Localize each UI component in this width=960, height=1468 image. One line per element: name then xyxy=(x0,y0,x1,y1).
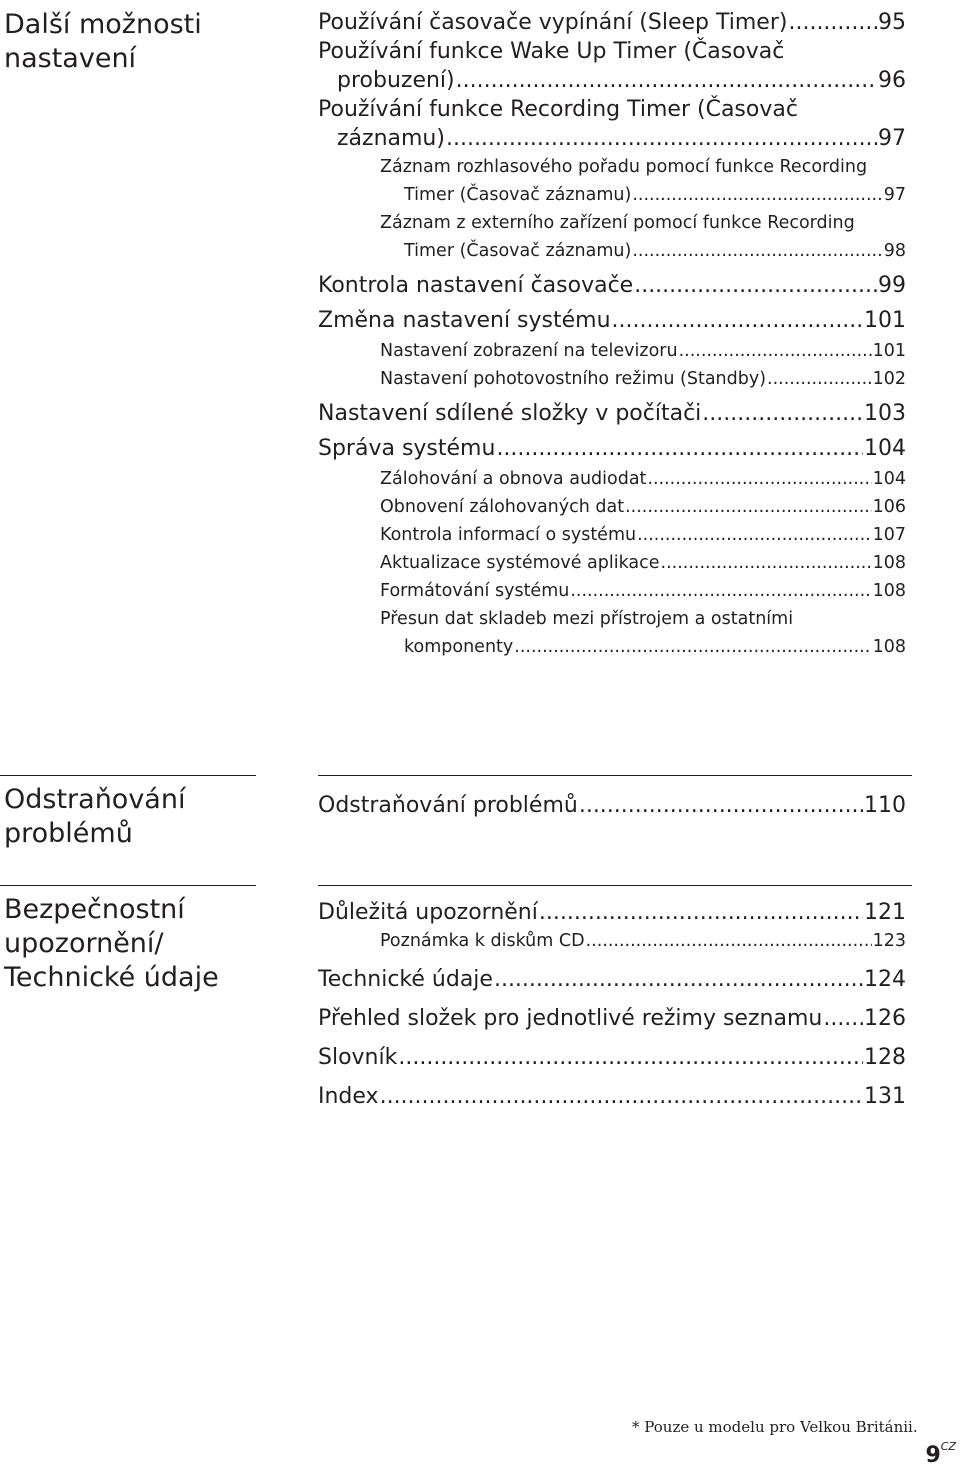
section-entries xyxy=(318,8,906,661)
toc-entry-title: Změna nastavení systému xyxy=(318,308,611,333)
toc-entry[interactable] xyxy=(318,399,906,428)
toc-entry-title-line: Přesun dat skladeb mezi přístrojem a ostatními xyxy=(380,609,794,629)
toc-entry-title: Timer (Časovač záznamu) xyxy=(404,241,632,261)
toc-entry-page: 104 xyxy=(872,469,906,489)
section-rule-left xyxy=(0,885,256,886)
toc-entry[interactable] xyxy=(318,791,906,820)
toc-entry-title-line: Záznam rozhlasového pořadu pomocí funkce Recording xyxy=(380,157,868,177)
toc-entry-title: Timer (Časovač záznamu) xyxy=(404,185,632,205)
dot-leader xyxy=(632,237,882,265)
toc-entry-title: Odstraňování problémů xyxy=(318,793,578,818)
toc-entry-page: 110 xyxy=(864,793,906,818)
dot-leader xyxy=(539,898,863,927)
toc-entry-title: Používání časovače vypínání (Sleep Timer) xyxy=(318,10,788,35)
dot-leader xyxy=(446,124,877,153)
toc-entry-title: záznamu) xyxy=(337,126,445,151)
toc-entry[interactable] xyxy=(318,306,906,335)
page-number-suffix: CZ xyxy=(940,1440,956,1453)
toc-entry-page: 108 xyxy=(872,581,906,601)
toc-entry[interactable] xyxy=(318,577,906,605)
dot-leader xyxy=(679,337,872,365)
toc-entry-title: Důležitá upozornění xyxy=(318,900,538,925)
toc-entry-title: Nastavení sdílené složky v počítači xyxy=(318,401,702,426)
toc-entry-title: Přehled složek pro jednotlivé režimy seznamu xyxy=(318,1006,823,1031)
toc-entry-title: Správa systému xyxy=(318,436,496,461)
section-entries xyxy=(318,898,906,1111)
toc-entry[interactable] xyxy=(318,271,906,300)
toc-entry-title: Aktualizace systémové aplikace xyxy=(380,553,660,573)
toc-entry-title: Kontrola nastavení časovače xyxy=(318,273,634,298)
section-entries xyxy=(318,791,906,820)
toc-entry[interactable] xyxy=(318,927,906,955)
dot-leader xyxy=(456,66,877,95)
toc-entry[interactable] xyxy=(318,1082,906,1111)
toc-entry[interactable] xyxy=(318,1043,906,1072)
dot-leader xyxy=(380,1082,863,1111)
dot-leader xyxy=(634,271,877,300)
toc-entry-title: komponenty xyxy=(404,637,514,657)
dot-leader xyxy=(586,927,872,955)
toc-entry[interactable] xyxy=(318,605,906,661)
toc-entry-page: 128 xyxy=(864,1045,906,1070)
section-rule-right xyxy=(318,885,912,886)
toc-entry-title: Slovník xyxy=(318,1045,398,1070)
toc-entry[interactable] xyxy=(318,37,906,95)
toc-entry-page: 97 xyxy=(883,185,906,205)
toc-entry-title: Index xyxy=(318,1084,379,1109)
toc-entry-title-line: Používání funkce Wake Up Timer (Časovač xyxy=(318,39,785,64)
toc-entry[interactable] xyxy=(318,95,906,153)
toc-entry[interactable] xyxy=(318,365,906,393)
toc-entry[interactable] xyxy=(318,965,906,994)
toc-entry[interactable] xyxy=(318,209,906,265)
toc-entry-title: probuzení) xyxy=(337,68,455,93)
toc-entry[interactable] xyxy=(318,8,906,37)
toc-entry-title: Zálohování a obnova audiodat xyxy=(380,469,647,489)
dot-leader xyxy=(788,8,877,37)
toc-entry-page: 106 xyxy=(872,497,906,517)
dot-leader xyxy=(612,306,863,335)
dot-leader xyxy=(494,965,863,994)
dot-leader xyxy=(625,493,871,521)
toc-entry-title: Kontrola informací o systému xyxy=(380,525,637,545)
toc-entry-page: 104 xyxy=(864,436,906,461)
section-title: Odstraňování problémů xyxy=(4,784,186,849)
dot-leader xyxy=(398,1043,863,1072)
dot-leader xyxy=(661,549,872,577)
toc-entry-page: 126 xyxy=(864,1006,906,1031)
toc-entry-page: 98 xyxy=(883,241,906,261)
toc-entry-page: 103 xyxy=(864,401,906,426)
page-number xyxy=(925,1440,956,1468)
dot-leader xyxy=(579,791,863,820)
dot-leader xyxy=(647,465,871,493)
section-rule-right xyxy=(318,775,912,776)
dot-leader xyxy=(702,399,863,428)
toc-entry-page: 131 xyxy=(864,1084,906,1109)
toc-entry-title-line: Používání funkce Recording Timer (Časovač xyxy=(318,97,798,122)
toc-entry-title: Obnovení zálohovaných dat xyxy=(380,497,625,517)
toc-entry-page: 121 xyxy=(864,900,906,925)
toc-entry-page: 99 xyxy=(878,273,906,298)
footnote: * Pouze u modelu pro Velkou Británii. xyxy=(632,1418,918,1436)
toc-entry-title: Technické údaje xyxy=(318,967,493,992)
dot-leader xyxy=(823,1004,863,1033)
toc-entry-page: 101 xyxy=(872,341,906,361)
toc-entry-page: 123 xyxy=(872,931,906,951)
dot-leader xyxy=(637,521,872,549)
toc-entry-title: Nastavení zobrazení na televizoru xyxy=(380,341,678,361)
toc-entry[interactable] xyxy=(318,898,906,927)
dot-leader xyxy=(570,577,871,605)
toc-entry[interactable] xyxy=(318,549,906,577)
toc-entry-page: 102 xyxy=(872,369,906,389)
section-title: Další možnosti nastavení xyxy=(4,9,202,74)
toc-entry[interactable] xyxy=(318,434,906,463)
toc-entry-page: 95 xyxy=(878,10,906,35)
toc-entry-page: 108 xyxy=(872,637,906,657)
toc-entry[interactable] xyxy=(318,153,906,209)
toc-entry-page: 97 xyxy=(878,126,906,151)
toc-entry-title: Poznámka k diskům CD xyxy=(380,931,585,951)
toc-entry-page: 107 xyxy=(872,525,906,545)
toc-entry-page: 124 xyxy=(864,967,906,992)
toc-entry[interactable] xyxy=(318,465,906,493)
section-rule-left xyxy=(0,775,256,776)
dot-leader xyxy=(767,365,872,393)
page-number-value: 9 xyxy=(925,1443,941,1468)
dot-leader xyxy=(514,633,871,661)
toc-entry[interactable] xyxy=(318,521,906,549)
dot-leader xyxy=(496,434,863,463)
toc-entry[interactable] xyxy=(318,1004,906,1033)
toc-entry[interactable] xyxy=(318,493,906,521)
toc-entry-title: Nastavení pohotovostního režimu (Standby) xyxy=(380,369,767,389)
toc-entry-page: 96 xyxy=(878,68,906,93)
toc-entry-page: 108 xyxy=(872,553,906,573)
toc-entry-page: 101 xyxy=(864,308,906,333)
toc-entry[interactable] xyxy=(318,337,906,365)
dot-leader xyxy=(632,181,882,209)
toc-entry-title: Formátování systému xyxy=(380,581,570,601)
section-title: Bezpečnostní upozornění/ Technické údaje xyxy=(4,894,219,993)
toc-entry-title-line: Záznam z externího zařízení pomocí funkce Recording xyxy=(380,213,855,233)
